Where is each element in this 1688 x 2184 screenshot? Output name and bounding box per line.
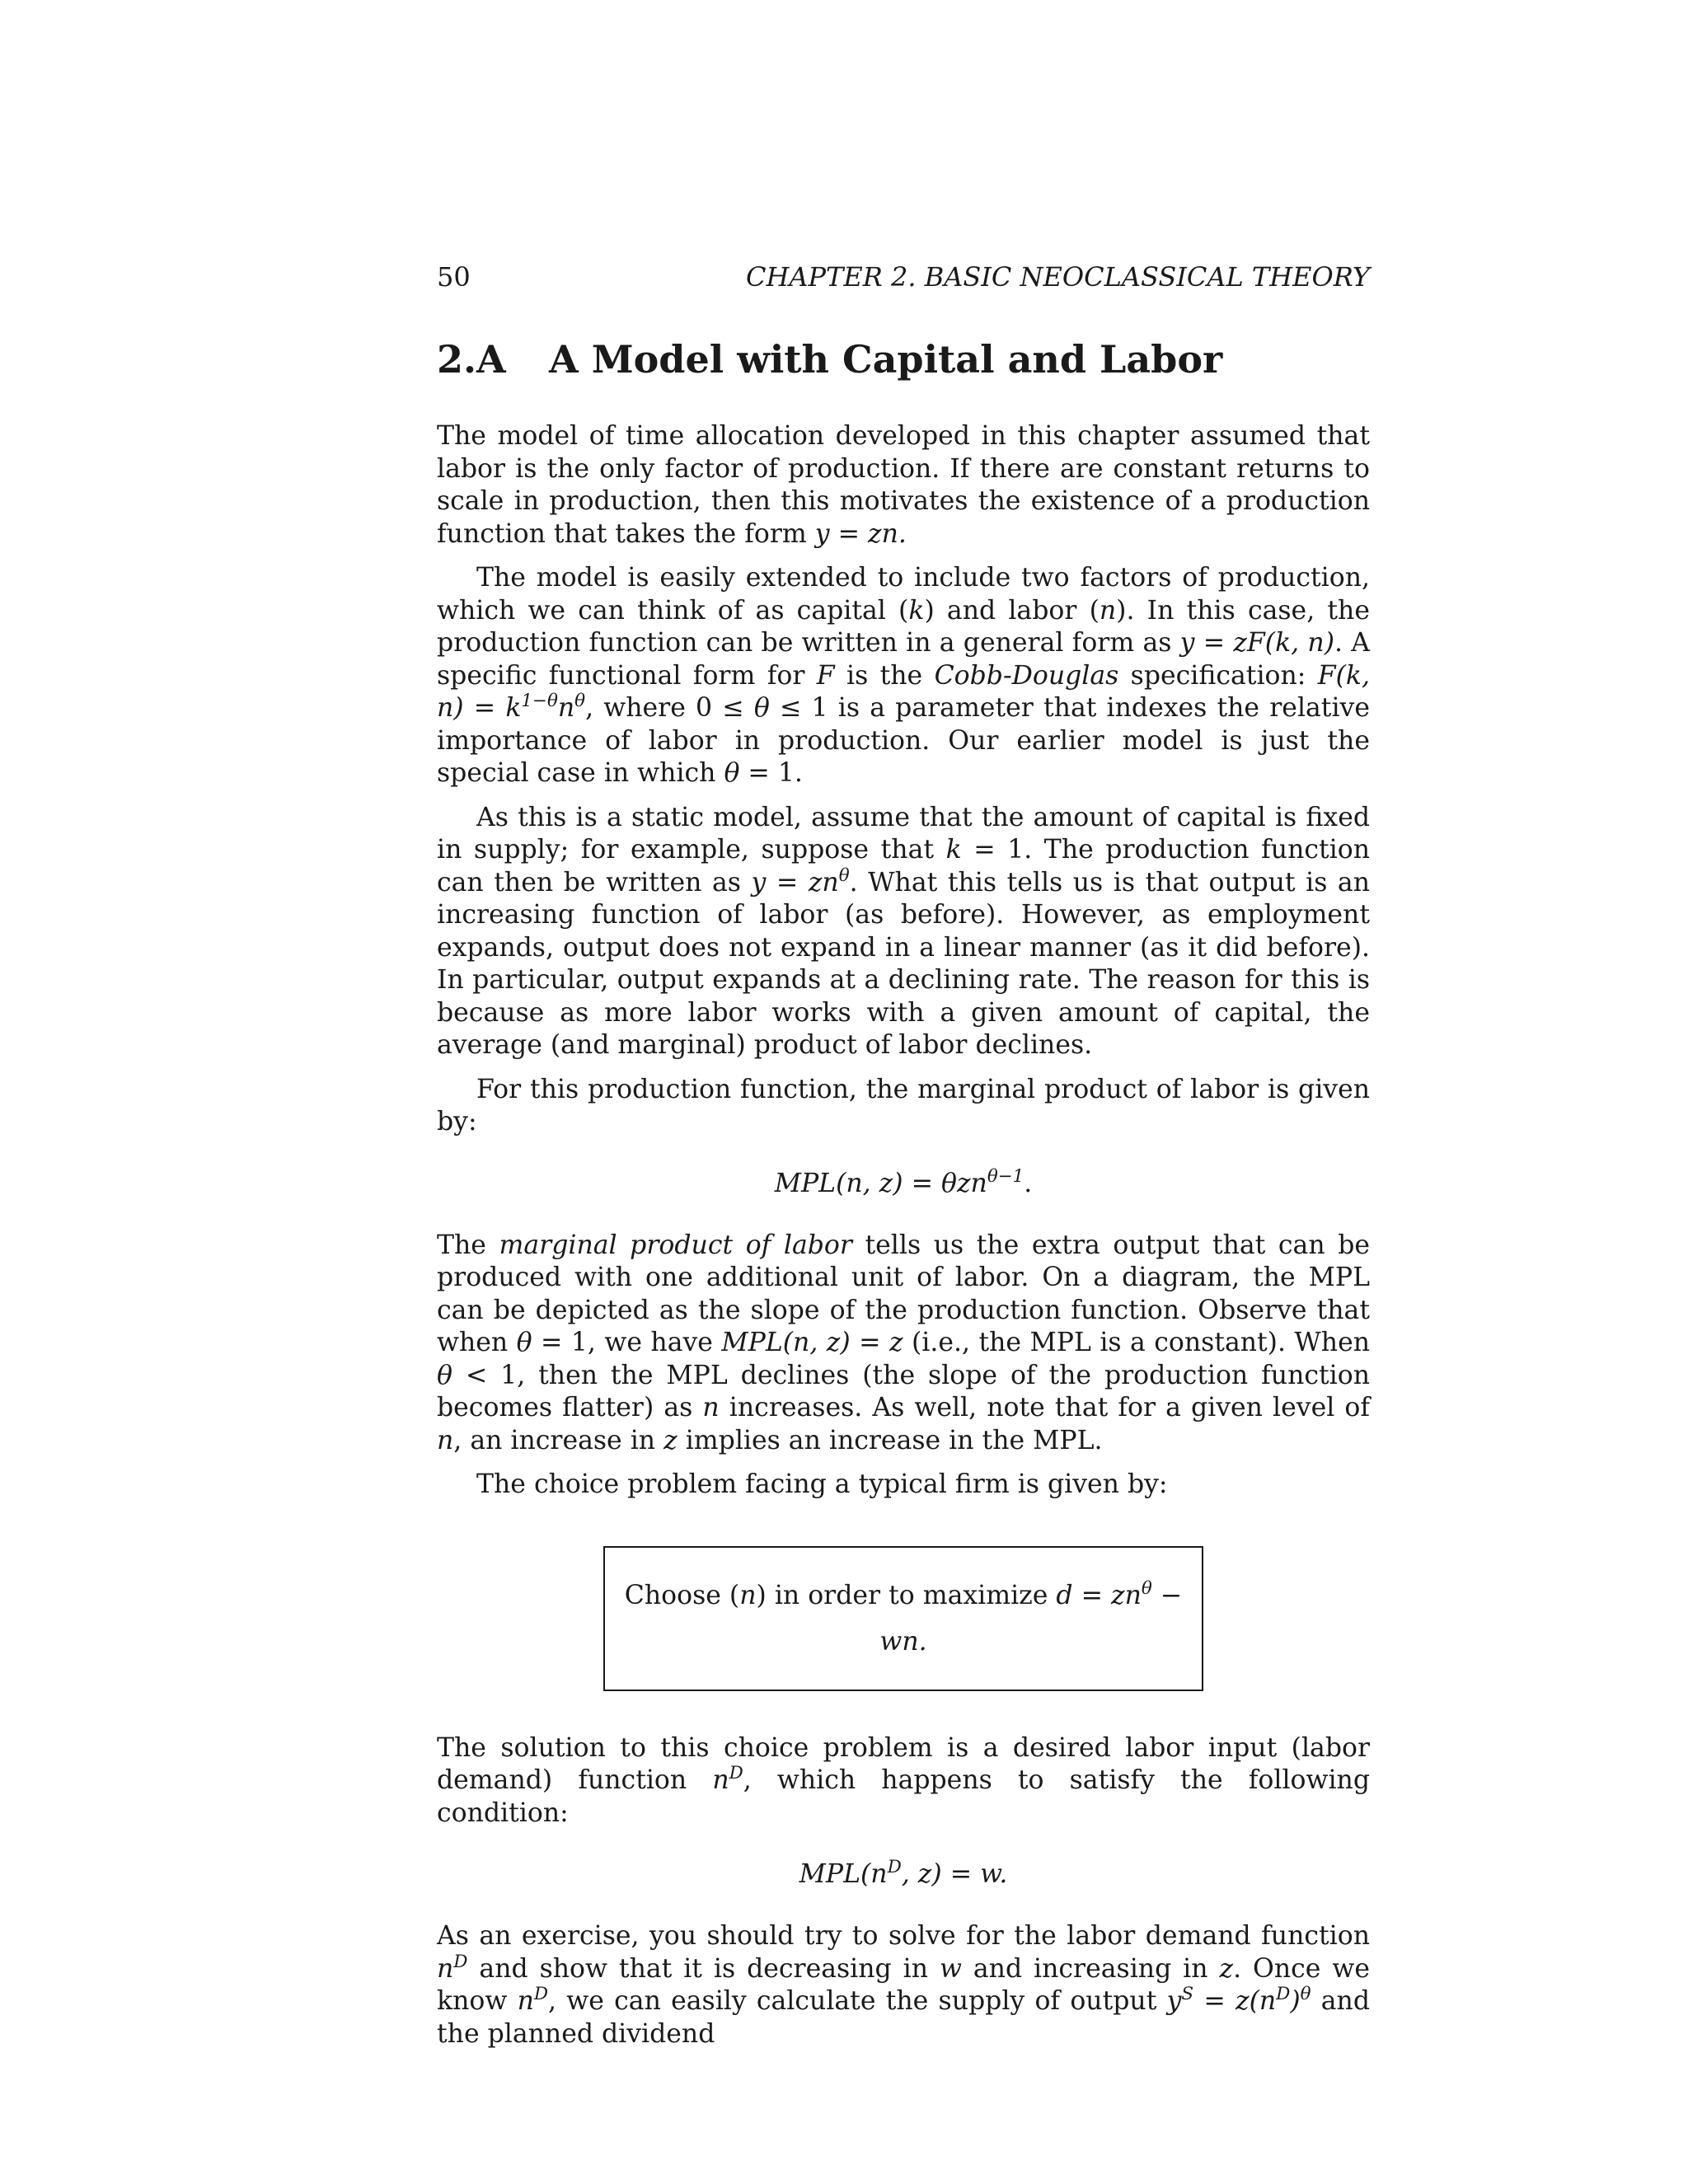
paragraph-3 bbox=[437, 802, 1370, 1062]
text-span: As this is a static model, assume that the amount of capital is fixed in supply; for example, suppose that bbox=[437, 802, 1370, 865]
superscript: D bbox=[887, 1857, 902, 1878]
text-span: The model is easily extended to include two factors of production, which we can think of as capital ( bbox=[437, 563, 1370, 626]
math-symbol: F bbox=[816, 660, 835, 691]
text-span: As an exercise, you should try to solve for the labor demand function bbox=[437, 1921, 1370, 1951]
text-span: , an increase in bbox=[453, 1425, 664, 1455]
text-span: ≤ 1 is a parameter that indexes the relative importance of labor in production. Our earlier model is just the special case in which bbox=[437, 693, 1370, 788]
page-number: 50 bbox=[437, 261, 471, 293]
equation-labor-demand bbox=[437, 1858, 1370, 1891]
text-span: implies an increase in the MPL. bbox=[677, 1425, 1103, 1455]
math-symbol: n bbox=[517, 1986, 534, 2016]
paragraph-2 bbox=[437, 562, 1370, 790]
paragraph-4: For this production function, the marginal product of labor is given by: bbox=[437, 1074, 1370, 1137]
text-span: . Once we know bbox=[437, 1953, 1370, 2016]
math-symbol: n bbox=[739, 1580, 757, 1610]
equation-inline: d = zn bbox=[1056, 1580, 1142, 1610]
text-span: The bbox=[437, 1230, 499, 1260]
text-span: The solution to this choice problem is a desired labor input (labor demand) function bbox=[437, 1732, 1370, 1795]
text-span: tells us the extra output that can be produced with one additional unit of labor. On a diagram, the MPL can be depicted as the slope of the production function. Observe that when bbox=[437, 1230, 1370, 1357]
equation-inline: n bbox=[557, 693, 575, 723]
choice-problem-wrapper bbox=[437, 1546, 1370, 1691]
paragraph-1 bbox=[437, 420, 1370, 551]
superscript: θ bbox=[1300, 1984, 1311, 2005]
text-span: . What this tells us is that output is an increasing function of labor (as before). However, as employment expands, output does not expand in a linear manner (as it did before). In particular, output expands at a declining rate. The reason for this is because as more labor works with a given amount of capital, the average (and marginal) product of labor declines. bbox=[437, 867, 1370, 1060]
paragraph-8 bbox=[437, 1920, 1370, 2050]
text-span: , which happens to satisfy the following condition: bbox=[437, 1765, 1370, 1828]
math-symbol: n bbox=[437, 1425, 454, 1455]
text-span: = bbox=[1193, 1986, 1236, 2016]
text-span: and the planned dividend bbox=[437, 1986, 1371, 2049]
math-symbol: θ bbox=[753, 693, 770, 723]
text-span: ). In this case, the production function can be written in a general form as bbox=[437, 595, 1370, 658]
text-span: is the bbox=[834, 660, 935, 691]
superscript: D bbox=[729, 1763, 743, 1784]
equation-inline: y = zF(k, n) bbox=[1179, 628, 1334, 658]
text-span: , we can easily calculate the supply of output bbox=[548, 1986, 1167, 2016]
text-span: increases. As well, note that for a given level of bbox=[719, 1393, 1371, 1422]
math-symbol: θ bbox=[724, 758, 740, 788]
equation-inline: F(k, n) = k bbox=[437, 660, 1370, 723]
superscript: θ−1 bbox=[987, 1165, 1025, 1187]
equation-mpl bbox=[437, 1167, 1370, 1200]
equation-inline: y = zn bbox=[751, 867, 839, 898]
section-heading bbox=[437, 335, 1370, 384]
equation-inline: MPL(n, z) = z bbox=[721, 1328, 903, 1357]
math-symbol: k bbox=[945, 835, 962, 865]
superscript: D bbox=[533, 1984, 549, 2005]
emphasis-text: marginal product of labor bbox=[499, 1230, 852, 1260]
text-span: specification: bbox=[1118, 660, 1318, 691]
superscript: D bbox=[1276, 1984, 1291, 2005]
math-symbol: y bbox=[1166, 1986, 1182, 2016]
text-span: . A specific functional form for bbox=[437, 628, 1370, 691]
math-symbol: n bbox=[702, 1393, 720, 1422]
page bbox=[437, 257, 1370, 2050]
superscript: θ bbox=[838, 865, 850, 886]
superscript: θ bbox=[574, 691, 586, 712]
text-span: = 1. The production function can then be written as bbox=[437, 835, 1370, 898]
equation-inline: − wn. bbox=[879, 1580, 1183, 1657]
running-head bbox=[437, 257, 1370, 297]
text-span: , where 0 ≤ bbox=[585, 693, 754, 723]
text-span: and show that it is decreasing in bbox=[467, 1953, 940, 1984]
text-span: Choose ( bbox=[624, 1580, 740, 1610]
text-span: = 1. bbox=[739, 758, 803, 788]
section-title: A Model with Capital and Labor bbox=[549, 337, 1223, 382]
text-span: ) in order to maximize bbox=[756, 1580, 1057, 1610]
superscript: D bbox=[453, 1951, 468, 1972]
math-symbol: θ bbox=[516, 1328, 532, 1357]
equation-end: . bbox=[1024, 1168, 1033, 1198]
superscript: θ bbox=[1141, 1577, 1152, 1599]
equation-inline: y = zn. bbox=[814, 518, 907, 549]
choice-problem-box bbox=[603, 1546, 1203, 1691]
text-span: (i.e., the MPL is a constant). When bbox=[903, 1328, 1371, 1357]
equation-body: MPL(n, z) = θzn bbox=[774, 1168, 987, 1198]
section-number: 2.A bbox=[437, 337, 506, 382]
emphasis-text: Cobb-Douglas bbox=[934, 660, 1119, 691]
text-span: < 1, then the MPL declines (the slope of the production function becomes flatter) as bbox=[437, 1360, 1370, 1422]
text-span: and increasing in bbox=[961, 1953, 1220, 1984]
math-symbol: θ bbox=[437, 1360, 452, 1390]
math-symbol: k bbox=[908, 595, 925, 626]
superscript: S bbox=[1181, 1984, 1194, 2005]
chapter-title: CHAPTER 2. BASIC NEOCLASSICAL THEORY bbox=[746, 261, 1370, 293]
paragraph-6: The choice problem facing a typical firm is given by: bbox=[476, 1469, 1168, 1499]
equation-inline: z(n bbox=[1235, 1986, 1277, 2016]
math-symbol: n bbox=[437, 1953, 454, 1984]
text-span: ) and labor ( bbox=[924, 595, 1100, 626]
text-span: = 1, we have bbox=[532, 1328, 722, 1357]
math-symbol: z bbox=[663, 1425, 678, 1455]
equation-body: , z) = w. bbox=[901, 1859, 1008, 1889]
equation-body: MPL(n bbox=[799, 1859, 888, 1889]
equation-inline: ) bbox=[1290, 1986, 1301, 2016]
math-symbol: n bbox=[712, 1765, 729, 1795]
superscript: 1−θ bbox=[521, 691, 558, 712]
math-symbol: n bbox=[1099, 595, 1117, 626]
paragraph-1-text: The model of time allocation developed in this chapter assumed that labor is the only factor of production. If there are constant returns to scale in production, then this motivates the existence of a production function that takes the form bbox=[437, 421, 1370, 549]
math-symbol: w bbox=[939, 1953, 962, 1984]
paragraph-7 bbox=[437, 1732, 1370, 1830]
math-symbol: z bbox=[1219, 1953, 1234, 1984]
paragraph-5 bbox=[437, 1230, 1370, 1458]
